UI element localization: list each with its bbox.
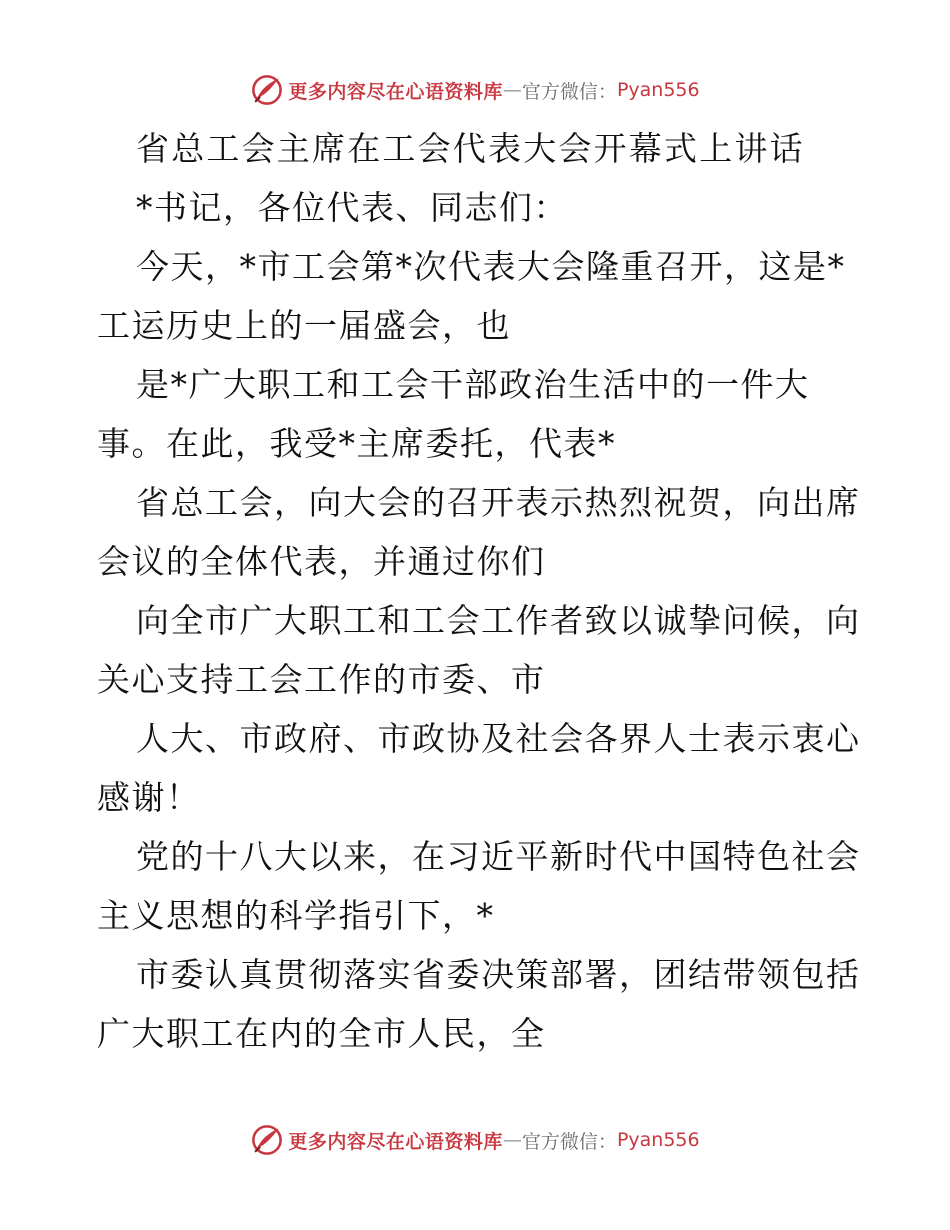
paragraph-line: 是*广大职工和工会干部政治生活中的一件大 (136, 365, 810, 404)
paragraph-line: 关心支持工会工作的市委、市 (97, 660, 546, 699)
paragraph-line: 事。在此，我受*主席委托，代表* (97, 424, 616, 463)
paragraph-line: 今天，*市工会第*次代表大会隆重召开，这是* (136, 247, 846, 286)
watermark-wechat-id: Pyan556 (616, 1129, 700, 1151)
paragraph-line: *书记，各位代表、同志们： (136, 188, 568, 227)
watermark-main-text: 更多内容尽在心语资料库 (288, 80, 503, 103)
paragraph-line: 主义思想的科学指引下，* (97, 896, 495, 935)
watermark-footer (0, 1120, 950, 1160)
watermark-wechat-label: 官方微信： (521, 80, 617, 103)
watermark-wechat-label: 官方微信： (521, 1130, 617, 1153)
document-body (97, 126, 861, 1070)
watermark-main-text: 更多内容尽在心语资料库 (288, 1130, 503, 1153)
paragraph-line: 向全市广大职工和工会工作者致以诚挚问候，向 (136, 601, 861, 640)
watermark-separator: — (502, 79, 522, 101)
paragraph-line: 感谢！ (97, 778, 201, 817)
paragraph-line: 党的十八大以来，在习近平新时代中国特色社会 (136, 837, 861, 876)
watermark-wechat-id: Pyan556 (616, 79, 700, 101)
watermark-separator: — (502, 1129, 522, 1151)
document-title: 省总工会主席在工会代表大会开幕式上讲话 (136, 129, 805, 168)
paragraph-line: 省总工会，向大会的召开表示热烈祝贺，向出席 (136, 483, 861, 522)
paragraph-line: 市委认真贯彻落实省委决策部署，团结带领包括 (136, 955, 861, 994)
paragraph-line: 会议的全体代表，并通过你们 (97, 542, 546, 581)
paragraph-line: 人大、市政府、市政协及社会各界人士表示衷心 (136, 719, 861, 758)
watermark-header (0, 70, 950, 110)
quill-pen-logo-icon (250, 73, 284, 107)
quill-pen-logo-icon (250, 1123, 284, 1157)
paragraph-line: 工运历史上的一届盛会，也 (97, 306, 511, 345)
paragraph-line: 广大职工在内的全市人民，全 (97, 1014, 546, 1053)
